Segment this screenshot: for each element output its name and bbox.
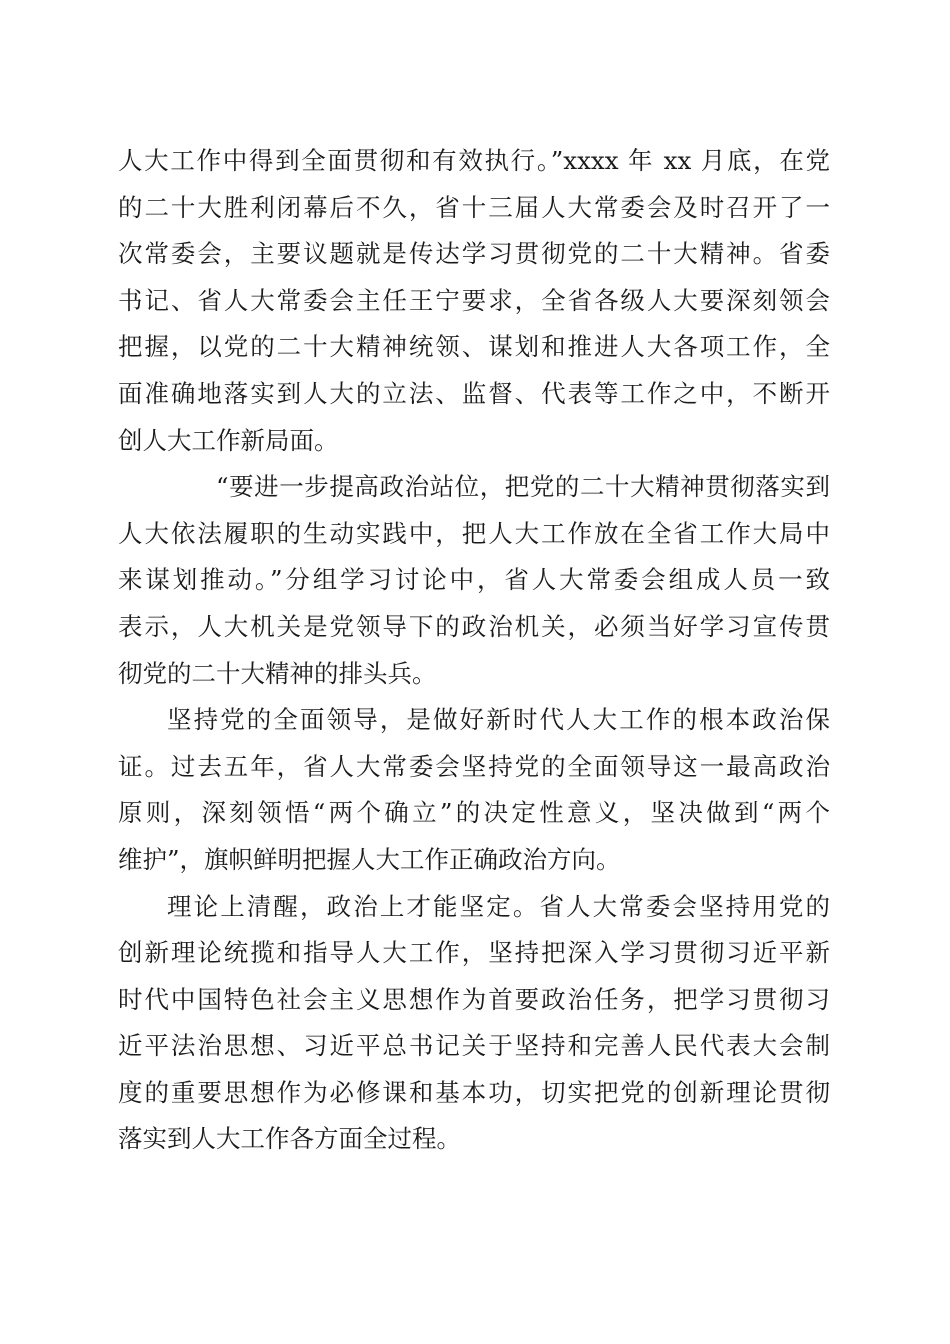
text-line: 人大工作中得到全面贯彻和有效执行。”xxxx 年 xx 月底，在党 [118, 146, 830, 175]
text-line: 落实到人大工作各方面全过程。 [118, 1124, 461, 1154]
text-line: 的二十大胜利闭幕后不久，省十三届人大常委会及时召开了一 [118, 192, 830, 222]
text-line: 把握，以党的二十大精神统领、谋划和推进人大各项工作，全 [118, 332, 830, 362]
text-line: 时代中国特色社会主义思想作为首要政治任务，把学习贯彻习 [118, 984, 830, 1014]
text-line: 面准确地落实到人大的立法、监督、代表等工作之中，不断开 [118, 378, 830, 408]
text-line: 度的重要思想作为必修课和基本功，切实把党的创新理论贯彻 [118, 1077, 830, 1107]
paragraph-3 [118, 697, 830, 883]
text-line: 创新理论统揽和指导人大工作，坚持把深入学习贯彻习近平新 [118, 938, 830, 968]
paragraph-2 [118, 464, 830, 697]
text-line: 来谋划推动。”分组学习讨论中，省人大常委会组成人员一致 [118, 565, 830, 595]
text-line: 维护”，旗帜鲜明把握人大工作正确政治方向。 [118, 844, 621, 874]
text-line: 人大依法履职的生动实践中，把人大工作放在全省工作大局中 [118, 518, 830, 548]
text-line: 书记、省人大常委会主任王宁要求，全省各级人大要深刻领会 [118, 285, 830, 315]
text-line: 彻党的二十大精神的排头兵。 [118, 658, 437, 688]
text-line: 理论上清醒，政治上才能坚定。省人大常委会坚持用党的 [167, 891, 830, 921]
text-line: 创人大工作新局面。 [118, 425, 339, 455]
text-line: 原则，深刻领悟“两个确立”的决定性意义，坚决做到“两个 [118, 798, 830, 828]
paragraph-1 [118, 138, 830, 464]
text-line: 次常委会，主要议题就是传达学习贯彻党的二十大精神。省委 [118, 239, 830, 269]
text-line: 近平法治思想、习近平总书记关于坚持和完善人民代表大会制 [118, 1031, 830, 1061]
text-line: “要进一步提高政治站位，把党的二十大精神贯彻落实到 [216, 472, 830, 502]
text-line: 表示，人大机关是党领导下的政治机关，必须当好学习宣传贯 [118, 611, 830, 641]
text-line: 证。过去五年，省人大常委会坚持党的全面领导这一最高政治 [118, 751, 830, 781]
document-body [118, 138, 830, 1163]
text-line: 坚持党的全面领导，是做好新时代人大工作的根本政治保 [167, 705, 830, 735]
paragraph-4 [118, 884, 830, 1164]
